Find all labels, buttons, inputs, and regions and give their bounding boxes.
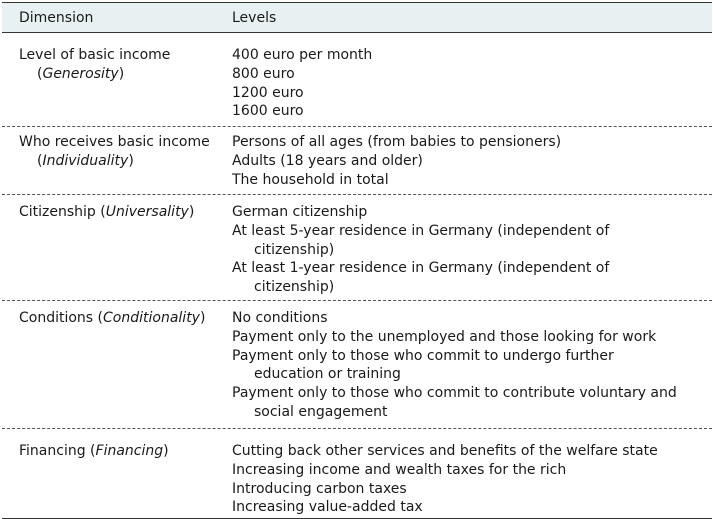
table-row <box>2 301 712 429</box>
dimension-cell: Level of basic income (Generosity) <box>2 46 232 126</box>
level-item: 400 euro per month <box>232 47 373 63</box>
level-item: At least 5-year residence in Germany (independent of <box>232 222 610 239</box>
dimension-name: Who receives basic income <box>19 134 210 150</box>
levels-table <box>2 2 712 519</box>
dimension-label: Individuality <box>42 152 129 169</box>
dimension-cell: Conditions (Conditionality) <box>19 310 206 326</box>
level-item: Payment only to those who commit to undergo further <box>232 347 614 364</box>
dimension-cell: Who receives basic income (Individuality) <box>2 133 232 194</box>
dimension-label: Universality <box>105 204 189 220</box>
level-item: German citizenship <box>232 204 368 220</box>
table-row <box>2 429 712 519</box>
header-levels: Levels <box>232 9 277 26</box>
table-row <box>2 195 712 301</box>
level-item: Increasing value-added tax <box>232 499 423 516</box>
dimension-name: Conditions <box>19 310 94 326</box>
level-item: Cutting back other services and benefits of the welfare state <box>232 443 658 459</box>
level-item: Payment only to those who commit to contribute voluntary and <box>232 385 677 402</box>
level-item: Adults (18 years and older) <box>232 152 423 169</box>
level-item: 1600 euro <box>232 103 304 120</box>
level-item: The household in total <box>232 171 389 188</box>
dimension-cell: Financing (Financing) <box>19 443 169 459</box>
level-item-continued: citizenship) <box>254 241 335 258</box>
dimension-label: Generosity <box>42 65 119 82</box>
dimension-label: Conditionality <box>103 310 200 326</box>
level-item: Persons of all ages (from babies to pensioners) <box>232 134 562 150</box>
dimension-label: Financing <box>95 443 164 459</box>
dimension-name: Level of basic income <box>19 47 171 63</box>
header-dimension: Dimension <box>19 9 94 26</box>
levels-cell <box>232 309 712 428</box>
level-item: At least 1-year residence in Germany (independent of <box>232 260 610 277</box>
level-item-continued: social engagement <box>254 403 388 420</box>
level-item: Introducing carbon taxes <box>232 480 407 497</box>
table-row <box>2 127 712 195</box>
level-item: 800 euro <box>232 65 295 82</box>
level-item: No conditions <box>232 310 328 326</box>
levels-cell <box>232 46 712 126</box>
level-item: Increasing income and wealth taxes for the rich <box>232 461 567 478</box>
level-item: Payment only to the unemployed and those looking for work <box>232 328 657 345</box>
levels-cell <box>232 133 712 194</box>
dimension-cell: Citizenship (Universality) <box>19 204 195 220</box>
levels-cell <box>232 442 712 518</box>
level-item-continued: education or training <box>254 366 401 383</box>
level-item: 1200 euro <box>232 84 304 101</box>
dimension-name: Citizenship <box>19 204 96 220</box>
dimension-name: Financing <box>19 443 86 459</box>
levels-cell <box>232 203 712 300</box>
table-row <box>2 33 712 127</box>
level-item-continued: citizenship) <box>254 279 335 296</box>
table-header <box>2 2 712 33</box>
